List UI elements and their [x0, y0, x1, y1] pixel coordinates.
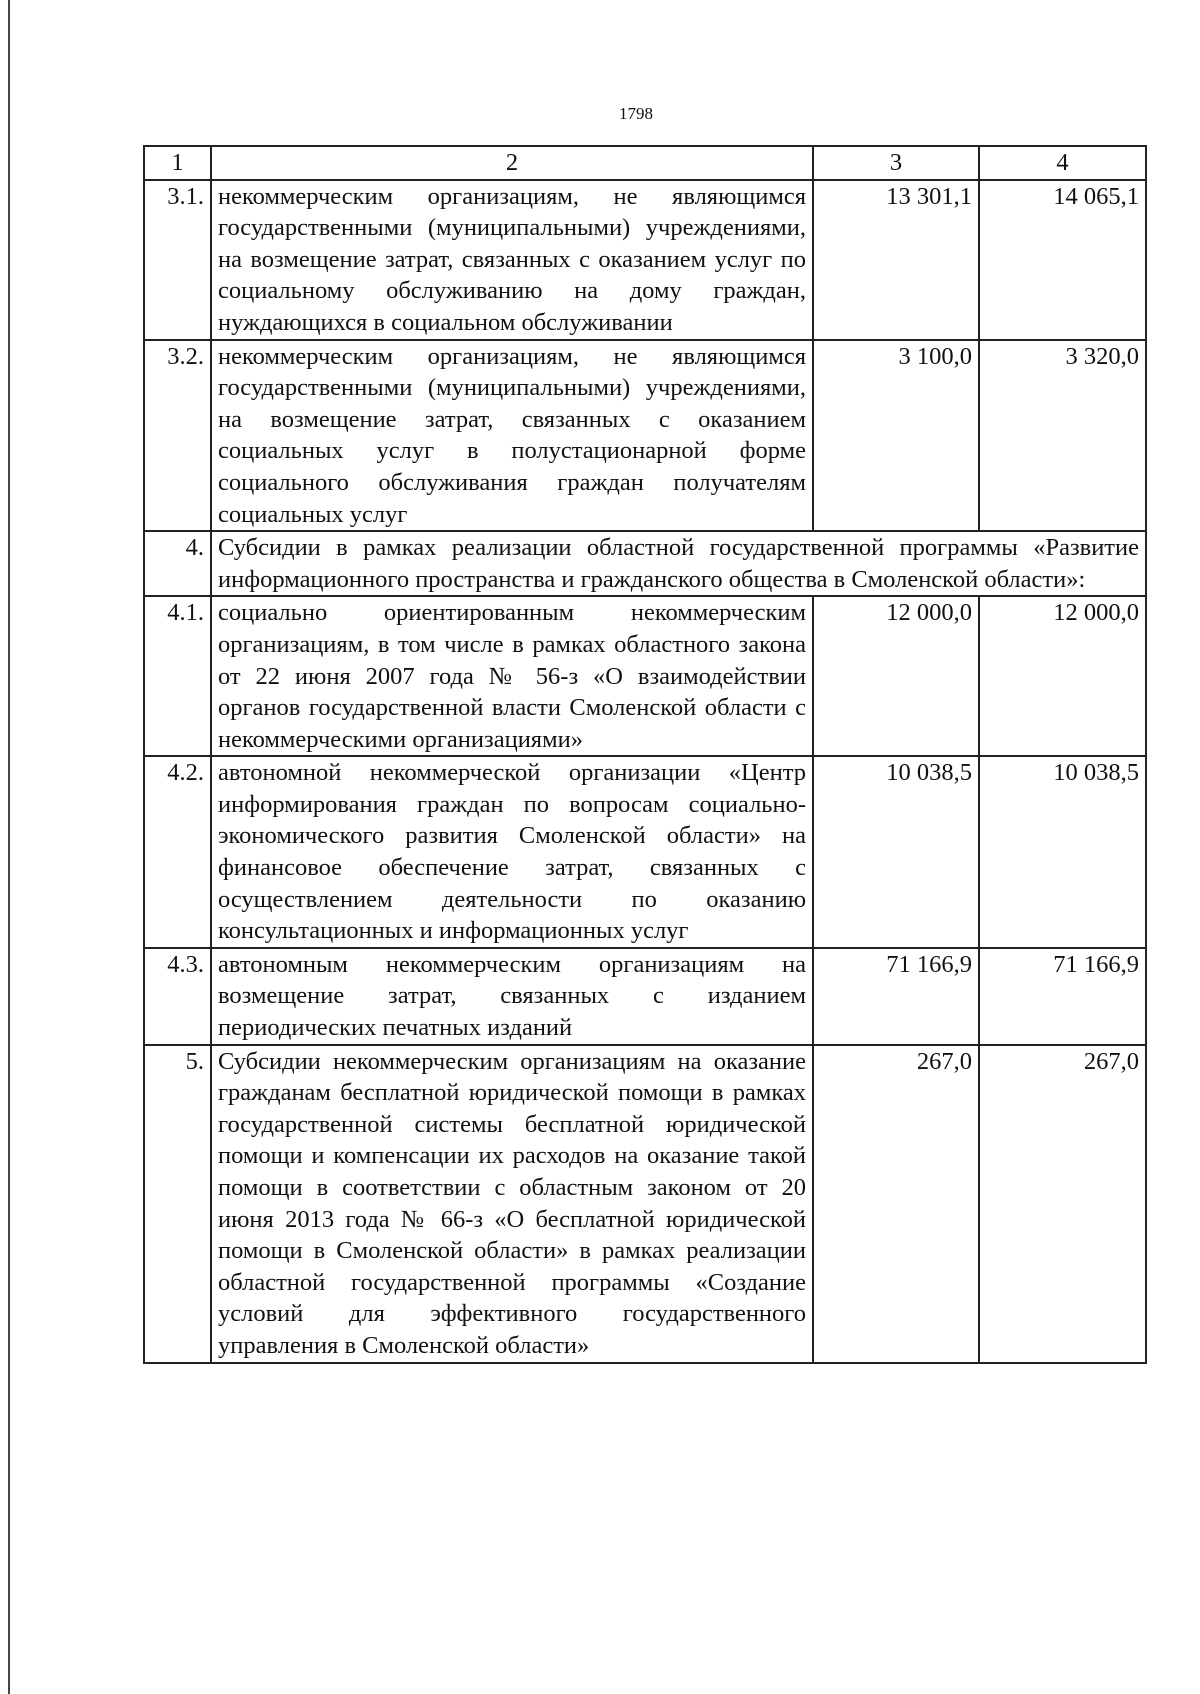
- row-value-col3: 13 301,1: [813, 180, 979, 340]
- row-number: 4.2.: [144, 756, 211, 948]
- table-row-4-2: [144, 756, 1146, 948]
- row-value-col4: 14 065,1: [979, 180, 1146, 340]
- table-row-4-3: [144, 948, 1146, 1045]
- row-value-col4: 267,0: [979, 1045, 1146, 1363]
- row-value-col3: 267,0: [813, 1045, 979, 1363]
- row-value-col4: 12 000,0: [979, 596, 1146, 756]
- row-value-col3: 3 100,0: [813, 340, 979, 532]
- row-description: некоммерческим организациям, не являющимся государственными (муниципальными) учреждениями, на возмещение затрат, связанных с оказанием услуг по социальному обслуживанию на дому граждан, нуждающихся в социальном обслуживании: [211, 180, 813, 340]
- page-number: 1798: [619, 104, 653, 123]
- header-cell-1: 1: [144, 146, 211, 180]
- row-value-col4: 71 166,9: [979, 948, 1146, 1045]
- row-number: 5.: [144, 1045, 211, 1363]
- header-cell-3: 3: [813, 146, 979, 180]
- row-value-col4: 3 320,0: [979, 340, 1146, 532]
- table-row-4: [144, 531, 1146, 596]
- row-description: некоммерческим организациям, не являющимся государственными (муниципальными) учреждениями, на возмещение затрат, связанных с оказанием социальных услуг в полустационарной форме социального обслуживания граждан получателям социальных услуг: [211, 340, 813, 532]
- table-row-3-1: [144, 180, 1146, 340]
- table-header-row: [144, 146, 1146, 180]
- row-description-section: Субсидии в рамках реализации областной государственной программы «Развитие информационного пространства и гражданского общества в Смоленской области»:: [211, 531, 1146, 596]
- row-description: автономным некоммерческим организациям на возмещение затрат, связанных с изданием периодических печатных изданий: [211, 948, 813, 1045]
- row-value-col3: 10 038,5: [813, 756, 979, 948]
- row-number: 3.2.: [144, 340, 211, 532]
- row-number: 4.3.: [144, 948, 211, 1045]
- header-cell-4: 4: [979, 146, 1146, 180]
- header-cell-2: 2: [211, 146, 813, 180]
- row-description: Субсидии некоммерческим организациям на оказание гражданам бесплатной юридической помощи в рамках государственной системы бесплатной юридической помощи и компенсации их расходов на оказание такой помощи в соответствии с областным законом от 20 июня 2013 года № 66-з «О бесплатной юридической помощи в Смоленской области» в рамках реализации областной государственной программы «Создание условий для эффективного государственного управления в Смоленской области»: [211, 1045, 813, 1363]
- row-value-col3: 12 000,0: [813, 596, 979, 756]
- row-description: автономной некоммерческой организации «Центр информирования граждан по вопросам социально-экономического развития Смоленской области» на финансовое обеспечение затрат, связанных с осуществлением деятельности по оказанию консультационных и информационных услуг: [211, 756, 813, 948]
- row-value-col4: 10 038,5: [979, 756, 1146, 948]
- budget-table: [143, 145, 1147, 1364]
- row-number: 3.1.: [144, 180, 211, 340]
- table-row-3-2: [144, 340, 1146, 532]
- row-description: социально ориентированным некоммерческим организациям, в том числе в рамках областного закона от 22 июня 2007 года № 56-з «О взаимодействии органов государственной власти Смоленской области с некоммерческими организациями»: [211, 596, 813, 756]
- table-row-4-1: [144, 596, 1146, 756]
- scan-left-edge: [8, 0, 10, 1694]
- row-number: 4.: [144, 531, 211, 596]
- row-number: 4.1.: [144, 596, 211, 756]
- row-value-col3: 71 166,9: [813, 948, 979, 1045]
- table-row-5: [144, 1045, 1146, 1363]
